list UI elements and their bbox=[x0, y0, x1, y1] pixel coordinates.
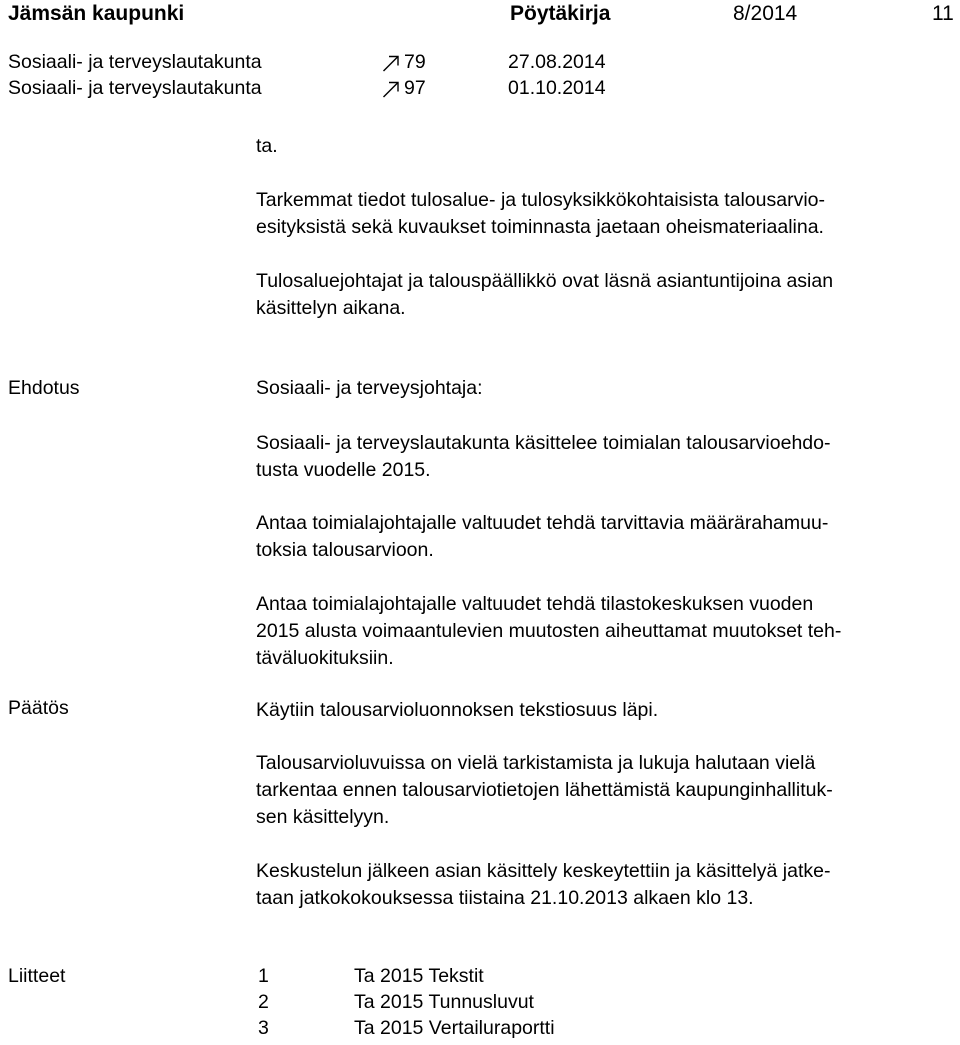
paragraph bbox=[256, 750, 956, 831]
text-line: toksia talousarvioon. bbox=[256, 539, 434, 561]
text-line: Antaa toimialajohtajalle valtuudet tehdä tilastokeskuksen vuoden bbox=[256, 593, 814, 615]
text-line: Antaa toimialajohtajalle valtuudet tehdä tarvittavia määrärahamuu- bbox=[256, 512, 829, 534]
text-line: 2015 alusta voimaantulevien muutosten aiheuttamat muutokset teh- bbox=[256, 620, 842, 642]
text-line: Tulosaluejohtajat ja talouspäällikkö ovat läsnä asiantuntijoina asian bbox=[256, 270, 834, 292]
attachment-number: 3 bbox=[258, 1017, 269, 1039]
text-line: käsittelyn aikana. bbox=[256, 297, 406, 319]
proposer: Sosiaali- ja terveysjohtaja: bbox=[256, 377, 483, 399]
paragraph bbox=[256, 858, 956, 912]
attachment-title: Ta 2015 Tekstit bbox=[354, 965, 484, 987]
proposal-label: Ehdotus bbox=[8, 377, 80, 399]
text-line: tusta vuodelle 2015. bbox=[256, 459, 431, 481]
text-line: sen käsittelyyn. bbox=[256, 806, 390, 828]
meeting-body: Sosiaali- ja terveyslautakunta bbox=[8, 51, 262, 73]
text-line: Tarkemmat tiedot tulosalue- ja tulosyksikkökohtaisista talousarvio- bbox=[256, 189, 825, 211]
text-line: täväluokituksiin. bbox=[256, 647, 394, 669]
text-line: Talousarvioluvuissa on vielä tarkistamista ja lukuja halutaan vielä bbox=[256, 752, 816, 774]
text-line: Sosiaali- ja terveyslautakunta käsittelee toimialan talousarvioehdo- bbox=[256, 432, 831, 454]
meeting-body: Sosiaali- ja terveyslautakunta bbox=[8, 77, 262, 99]
attachment-number: 1 bbox=[258, 965, 269, 987]
page-number: 11 bbox=[932, 2, 954, 25]
arrow-right-icon bbox=[383, 55, 399, 72]
document-type: Pöytäkirja bbox=[510, 2, 611, 25]
attachment-title: Ta 2015 Vertailuraportti bbox=[354, 1017, 555, 1039]
text-line: esityksistä sekä kuvaukset toiminnasta jaetaan oheismateriaalina. bbox=[256, 216, 824, 238]
meeting-date: 01.10.2014 bbox=[508, 77, 606, 99]
intro-fragment: ta. bbox=[256, 135, 278, 157]
paragraph bbox=[256, 697, 956, 724]
arrow-right-icon bbox=[383, 81, 399, 98]
city-name: Jämsän kaupunki bbox=[8, 2, 185, 25]
text-line: tarkentaa ennen talousarviotietojen lähettämistä kaupunginhallituk- bbox=[256, 779, 833, 801]
paragraph bbox=[256, 187, 956, 241]
attachment-title: Ta 2015 Tunnusluvut bbox=[354, 991, 534, 1013]
paragraph bbox=[256, 510, 956, 564]
document-number: 8/2014 bbox=[733, 2, 798, 25]
text-line: Keskustelun jälkeen asian käsittely keskeytettiin ja käsittelyä jatke- bbox=[256, 860, 831, 882]
decision-label: Päätös bbox=[8, 697, 69, 719]
meeting-date: 27.08.2014 bbox=[508, 51, 606, 73]
attachments-label: Liitteet bbox=[8, 965, 66, 987]
paragraph bbox=[256, 591, 956, 672]
paragraph bbox=[256, 268, 956, 322]
text-line: taan jatkokokouksessa tiistaina 21.10.2013 alkaen klo 13. bbox=[256, 887, 754, 909]
attachment-number: 2 bbox=[258, 991, 269, 1013]
meeting-section: 97 bbox=[404, 77, 426, 99]
text-line: Käytiin talousarvioluonnoksen tekstiosuus läpi. bbox=[256, 699, 659, 721]
meeting-section: 79 bbox=[404, 51, 426, 73]
paragraph bbox=[256, 430, 956, 484]
